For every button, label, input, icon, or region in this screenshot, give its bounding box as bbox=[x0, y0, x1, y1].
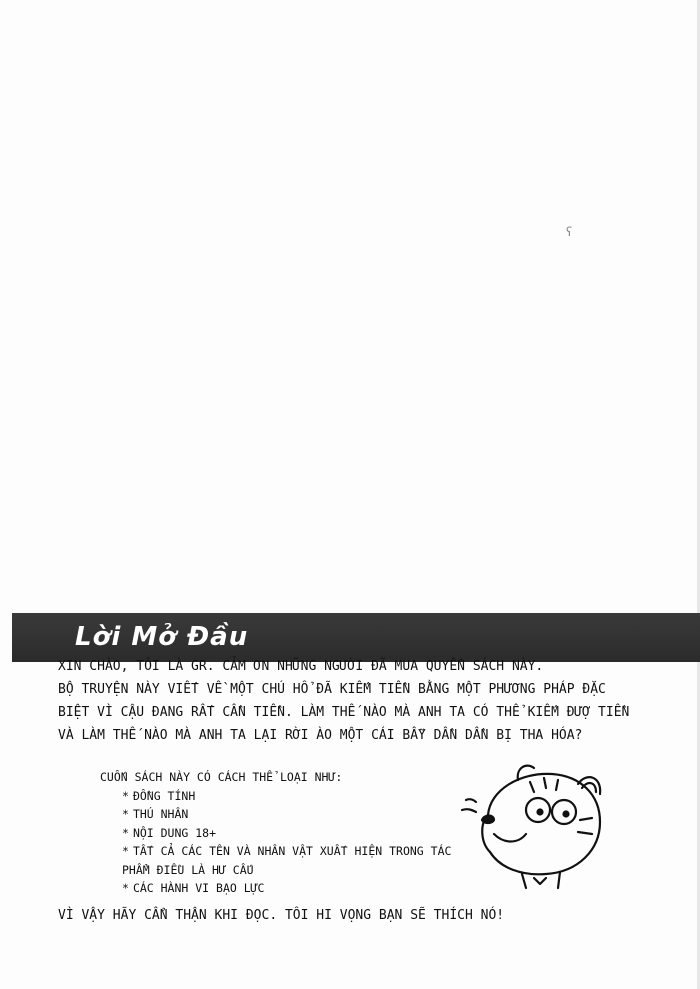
scan-speck: ʕ bbox=[566, 225, 573, 239]
genre-item-label: THÚ NHÂN bbox=[132, 807, 189, 821]
genre-item-continuation: PHẨM ĐIỀU LÀ HƯ CẤU bbox=[122, 862, 254, 877]
genre-heading: CUỐN SÁCH NÀY CÓ CÁCH THỂ LOẠI NHƯ: bbox=[100, 770, 343, 784]
banner-title: Lời Mở Đầu bbox=[75, 622, 249, 652]
bullet: * bbox=[122, 788, 129, 803]
genre-item bbox=[100, 842, 460, 861]
intro-line: BIỆT VÌ CẬU ĐANG RẤT CẦN TIỀN. LÀM THẾ NÀO MÀ ANH TA CÓ THỂ KIẾM ĐƯỢ TIỀN bbox=[58, 705, 630, 720]
bullet: * bbox=[122, 844, 129, 858]
genre-item bbox=[100, 824, 460, 843]
genre-item-label: NỘI DUNG 18+ bbox=[132, 825, 217, 840]
genre-item-label: CÁC HÀNH VI BẠO LỰC bbox=[132, 881, 265, 895]
genre-items bbox=[100, 787, 460, 898]
intro-line: VÀ LÀM THẾ NÀO MÀ ANH TA LẠI RỜI ÀO MỘT CÁI BẪY DẦN DẦN BỊ THA HÓA? bbox=[58, 728, 583, 743]
intro-text bbox=[58, 655, 658, 747]
genre-list bbox=[100, 768, 460, 898]
genre-item-label: TẤT CẢ CÁC TÊN VÀ NHÂN VẬT XUẤT HIỆN TRONG TÁC bbox=[132, 844, 452, 858]
genre-item bbox=[100, 805, 460, 824]
genre-item bbox=[100, 787, 460, 806]
tiger-with-glasses-illustration bbox=[460, 760, 610, 890]
intro-line: XIN CHÀO, TÔI LÀ GR. CẢM ƠN NHỮNG NGƯỜI ĐÃ MUA QUYỂN SÁCH NÀY. bbox=[58, 659, 544, 674]
bullet: * bbox=[122, 825, 129, 840]
genre-item-label: ĐỒNG TÍNH bbox=[132, 788, 196, 803]
closing-text: VÌ VẬY HÃY CẨN THẬN KHI ĐỌC. TÔI HI VỌNG BẠN SẼ THÍCH NÓ! bbox=[58, 908, 505, 923]
genre-item bbox=[100, 879, 460, 898]
bullet: * bbox=[122, 807, 129, 821]
bullet: * bbox=[122, 881, 129, 895]
intro-line: BỘ TRUYỆN NÀY VIẾT VỀ MỘT CHÚ HỔ ĐÃ KIẾM TIỀN BẰNG MỘT PHƯƠNG PHÁP ĐẶC bbox=[58, 682, 606, 697]
